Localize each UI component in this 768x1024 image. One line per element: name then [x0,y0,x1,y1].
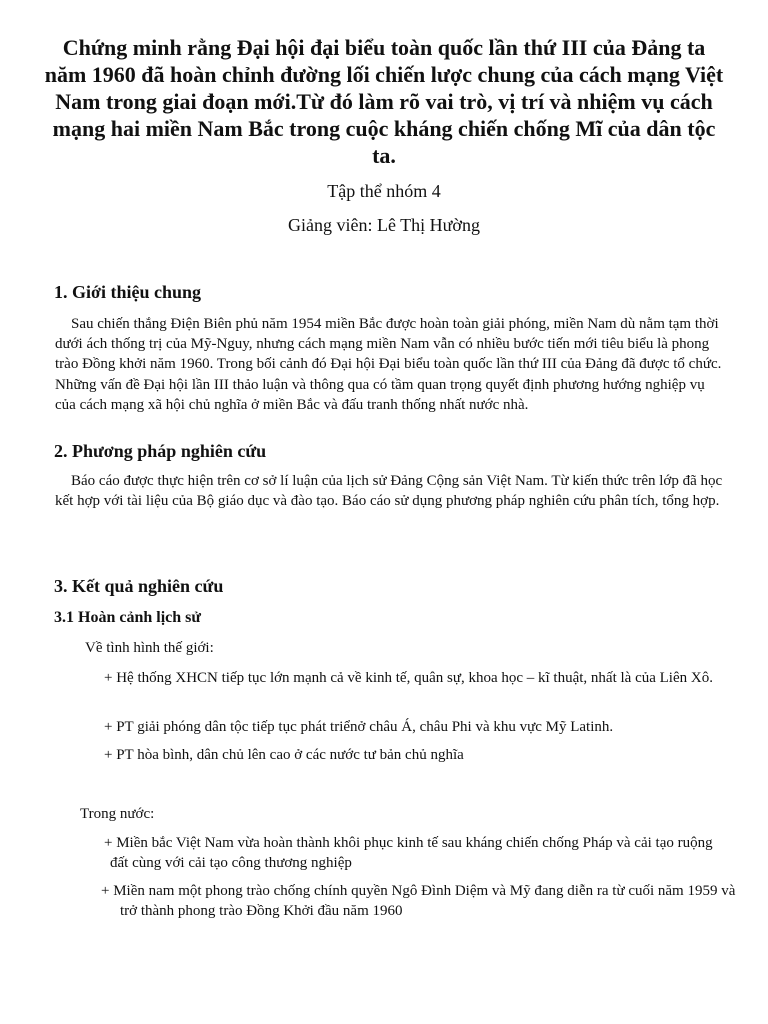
section-2-heading: 2. Phương pháp nghiên cứu [54,441,267,461]
section-3-heading: 3. Kết quả nghiên cứu [54,576,224,596]
section-1-heading: 1. Giới thiệu chung [54,282,201,302]
section-3-1-heading: 3.1 Hoàn cảnh lịch sử [54,609,201,626]
world-label: Về tình hình thế giới: [85,640,214,656]
world-item-3: + PT hòa bình, dân chủ lên cao ở các nước tư bản chủ nghĩa [104,747,464,763]
domestic-item-2: + Miền nam một phong trào chống chính quyền Ngô Đình Diệm và Mỹ đang diễn ra từ cuối năm 1959 và trở thành phong trào Đồng Khởi đầu năm 1960 [101,883,736,919]
world-item-2: + PT giải phóng dân tộc tiếp tục phát triểnở châu Á, châu Phi và khu vực Mỹ Latinh. [104,719,614,735]
section-1-body: Sau chiến thắng Điện Biên phủ năm 1954 miền Bắc được hoàn toàn giải phóng, miền Nam dù nằm tạm thời dưới ách thống trị của Mỹ-Nguy, nhưng cách mạng miền Nam vẫn có nhiều bước tiến mới tiêu biểu là phong trào Đồng khởi năm 1960. Trong bối cảnh đó Đại hội Đại biểu toàn quốc lần thứ III của Đảng đã được tổ chức. Những vấn đề Đại hội lần III thảo luận và thông qua có tầm quan trọng quyết định phương hướng nghiệp vụ của cách mạng xã hội chủ nghĩa ở miền Bắc và đấu tranh thống nhất nước nhà. [55,316,722,413]
domestic-item-1: + Miền bắc Việt Nam vừa hoàn thành khôi phục kinh tế sau kháng chiến chống Pháp và cải tạo ruộng đất cùng với cải tạo công thương nghiệp [104,835,713,871]
section-2-body: Báo cáo được thực hiện trên cơ sở lí luận của lịch sử Đảng Cộng sản Việt Nam. Từ kiến thức trên lớp đã học kết hợp với tài liệu của Bộ giáo dục và đào tạo. Báo cáo sử dụng phương pháp nghiên cứu phân tích, tổng hợp. [55,473,723,510]
document-title: Chứng minh rằng Đại hội đại biểu toàn quốc lần thứ III của Đảng ta năm 1960 đã hoàn chỉnh đường lối chiến lược chung của cách mạng Việt Nam trong giai đoạn mới.Từ đó làm rõ vai trò, vị trí và nhiệm vụ cách mạng hai miền Nam Bắc trong cuộc kháng chiến chống Mĩ của dân tộc ta. [44,35,724,168]
world-item-1: + Hệ thống XHCN tiếp tục lớn mạnh cả về kinh tế, quân sự, khoa học – kĩ thuật, nhất là của Liên Xô. [104,670,713,686]
lecturer-line: Giảng viên: Lê Thị Hường [288,215,480,235]
domestic-label: Trong nước: [80,806,155,822]
group-line: Tập thể nhóm 4 [327,181,441,201]
